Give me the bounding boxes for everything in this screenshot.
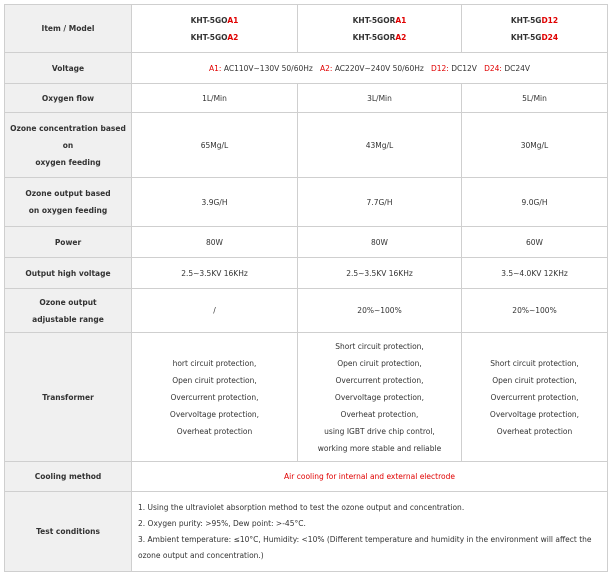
cell: / (132, 289, 298, 333)
cell: 3.9G/H (132, 178, 298, 227)
cell: 2.5~3.5KV 16KHz (132, 258, 298, 289)
row-oxygen-flow (5, 84, 608, 113)
row-model (5, 5, 608, 53)
row-ozone-output (5, 178, 608, 227)
row-cooling (5, 462, 608, 492)
row-high-voltage (5, 258, 608, 289)
spec-table (4, 4, 608, 572)
cell: 20%~100% (462, 289, 608, 333)
cell: 3.5~4.0KV 12KHz (462, 258, 608, 289)
cell: 20%~100% (298, 289, 462, 333)
label-adjustable-range: Ozone output adjustable range (5, 289, 132, 333)
label-high-voltage: Output high voltage (5, 258, 132, 289)
label-transformer: Transformer (5, 333, 132, 462)
cell: 60W (462, 227, 608, 258)
cell: 80W (132, 227, 298, 258)
cell: 80W (298, 227, 462, 258)
label-ozone-concentration: Ozone concentration based on oxygen feeding (5, 113, 132, 178)
label-oxygen-flow: Oxygen flow (5, 84, 132, 113)
label-voltage: Voltage (5, 53, 132, 84)
transformer-col3: Short circuit protection, Open ciruit protection, Overcurrent protection, Overvoltage protection, Overheat protection (462, 333, 608, 462)
cell: 3L/Min (298, 84, 462, 113)
transformer-col1: hort circuit protection, Open ciruit protection, Overcurrent protection, Overvoltage protection, Overheat protection (132, 333, 298, 462)
cell: 2.5~3.5KV 16KHz (298, 258, 462, 289)
model-col2: KHT-5GORA1 KHT-5GORA2 (298, 5, 462, 53)
test-conditions-value: 1. Using the ultraviolet absorption method to test the ozone output and concentration. 2. Oxygen purity: >95%, Dew point: >-45°C. 3. Ambient temperature: ≤10°C, Humidity: <10% (Different temperature and humidity in the environment will affect the ozone output and concentration.) (132, 492, 608, 572)
label-cooling: Cooling method (5, 462, 132, 492)
voltage-value: A1: AC110V~130V 50/60Hz A2: AC220V~240V 50/60Hz D12: DC12V D24: DC24V (132, 53, 608, 84)
cell: 9.0G/H (462, 178, 608, 227)
cell: 7.7G/H (298, 178, 462, 227)
model-col3: KHT-5GD12 KHT-5GD24 (462, 5, 608, 53)
row-power (5, 227, 608, 258)
cell: 43Mg/L (298, 113, 462, 178)
row-voltage (5, 53, 608, 84)
transformer-col2: Short circuit protection, Open ciruit protection, Overcurrent protection, Overvoltage protection, Overheat protection, using IGBT drive chip control, working more stable and reliable (298, 333, 462, 462)
label-power: Power (5, 227, 132, 258)
cell: 30Mg/L (462, 113, 608, 178)
row-ozone-concentration (5, 113, 608, 178)
label-item-model: Item / Model (5, 5, 132, 53)
cooling-value: Air cooling for internal and external electrode (132, 462, 608, 492)
cell: 1L/Min (132, 84, 298, 113)
label-test-conditions: Test conditions (5, 492, 132, 572)
cell: 65Mg/L (132, 113, 298, 178)
row-test-conditions (5, 492, 608, 572)
row-transformer (5, 333, 608, 462)
model-col1: KHT-5GOA1 KHT-5GOA2 (132, 5, 298, 53)
label-ozone-output: Ozone output based on oxygen feeding (5, 178, 132, 227)
cell: 5L/Min (462, 84, 608, 113)
row-adjustable-range (5, 289, 608, 333)
